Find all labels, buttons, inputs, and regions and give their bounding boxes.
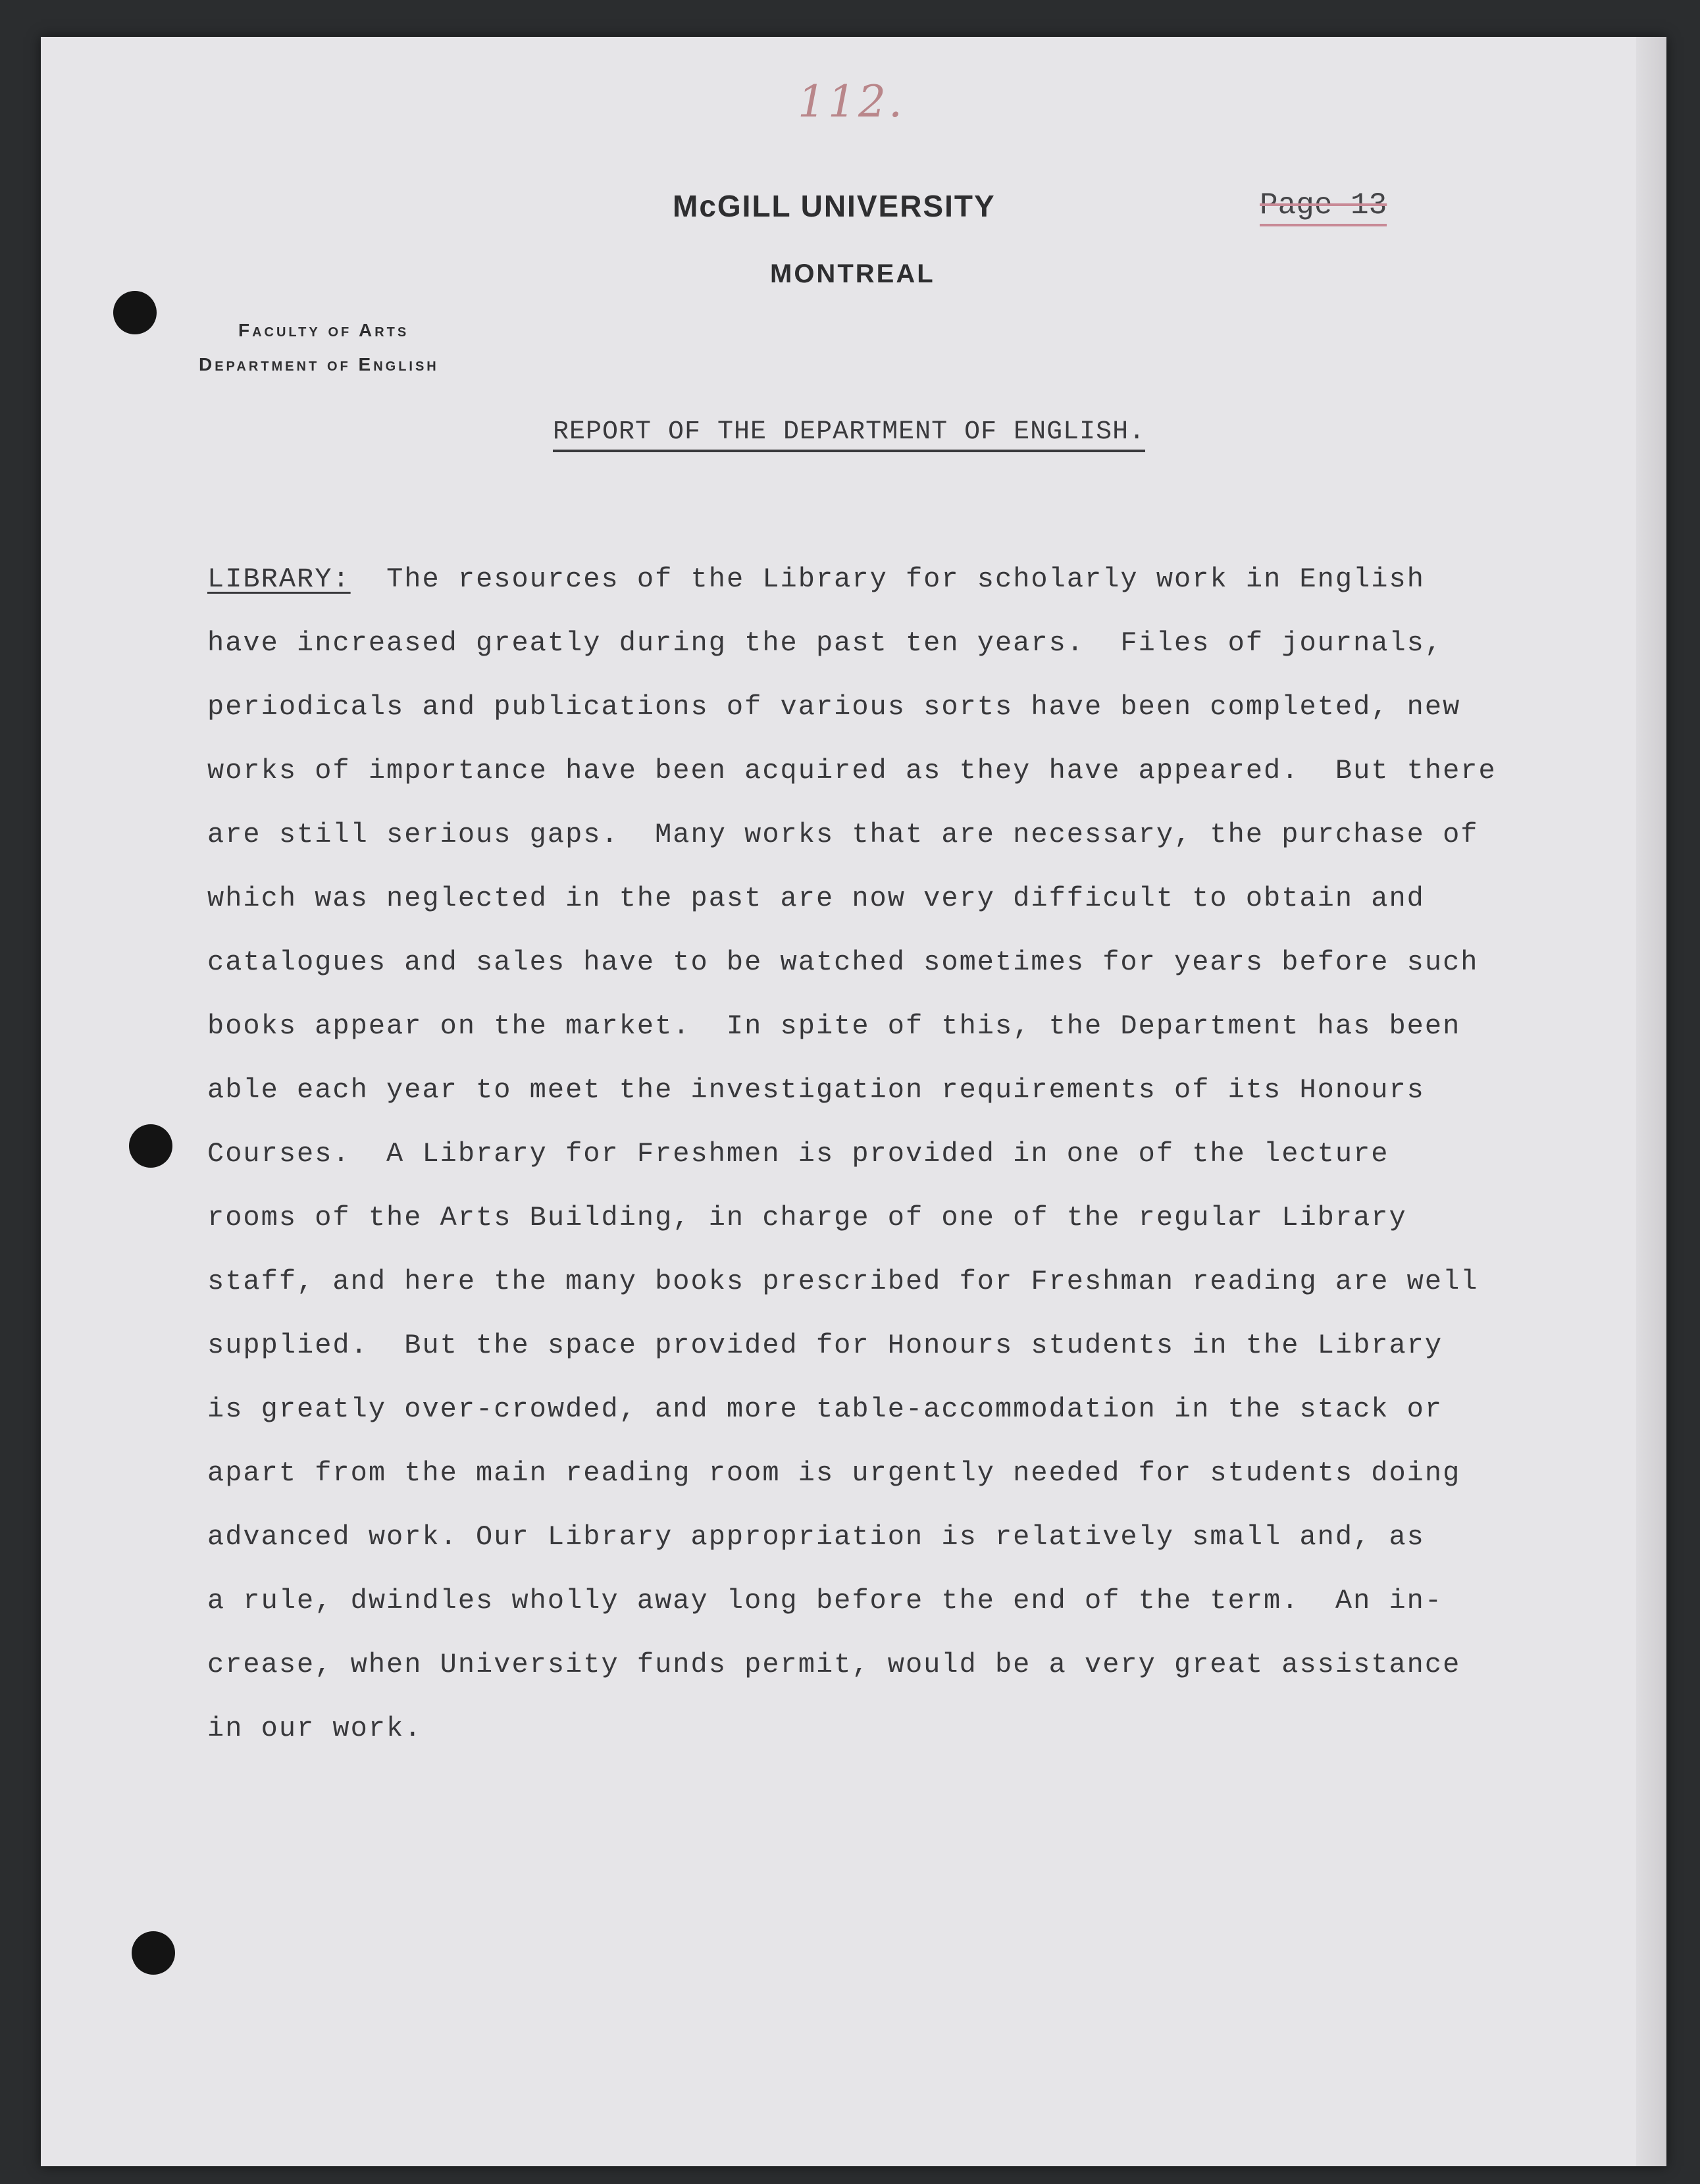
body-line: catalogues and sales have to be watched sometimes for years before such [207,947,1479,978]
body-line: is greatly over-crowded, and more table-accommodation in the stack or [207,1393,1443,1425]
city-name: MONTREAL [770,259,935,288]
body-line: able each year to meet the investigation requirements of its Honours [207,1074,1425,1106]
body-line: in our work. [207,1713,423,1744]
body-line: books appear on the market. In spite of this, the Department has been [207,1010,1461,1042]
section-label: LIBRARY: [207,563,351,595]
body-line-text: The resources of the Library for scholarly work in English [386,563,1425,595]
department-name: Department of English [199,354,439,375]
body-line: crease, when University funds permit, would be a very great assistance [207,1649,1461,1680]
university-name: McGILL UNIVERSITY [673,189,996,223]
handwritten-page-number: 112. [798,76,905,127]
report-title: REPORT OF THE DEPARTMENT OF ENGLISH. [553,417,1145,452]
page-number: Page 13 [1260,188,1387,226]
body-line: staff, and here the many books prescribed for Freshman reading are well [207,1266,1479,1297]
punch-hole-top [113,291,157,334]
body-line: Courses. A Library for Freshmen is provided in one of the lecture [207,1138,1389,1170]
punch-hole-bottom [132,1931,175,1975]
document-page [41,37,1666,2166]
body-line: advanced work. Our Library appropriation is relatively small and, as [207,1521,1425,1553]
faculty-name: Faculty of Arts [238,320,409,340]
body-line: rooms of the Arts Building, in charge of one of the regular Library [207,1202,1407,1234]
faculty-block [199,313,439,382]
report-body [207,563,1642,1777]
body-line: supplied. But the space provided for Honours students in the Library [207,1330,1443,1361]
body-line: works of importance have been acquired as they have appeared. But there [207,755,1497,787]
body-line [207,563,1642,627]
body-line: which was neglected in the past are now very difficult to obtain and [207,883,1425,914]
body-line: have increased greatly during the past ten years. Files of journals, [207,627,1443,659]
body-line: a rule, dwindles wholly away long before the end of the term. An in- [207,1585,1443,1617]
body-line: are still serious gaps. Many works that are necessary, the purchase of [207,819,1479,850]
body-line: apart from the main reading room is urgently needed for students doing [207,1457,1461,1489]
body-line: periodicals and publications of various sorts have been completed, new [207,691,1461,723]
punch-hole-middle [129,1124,172,1168]
